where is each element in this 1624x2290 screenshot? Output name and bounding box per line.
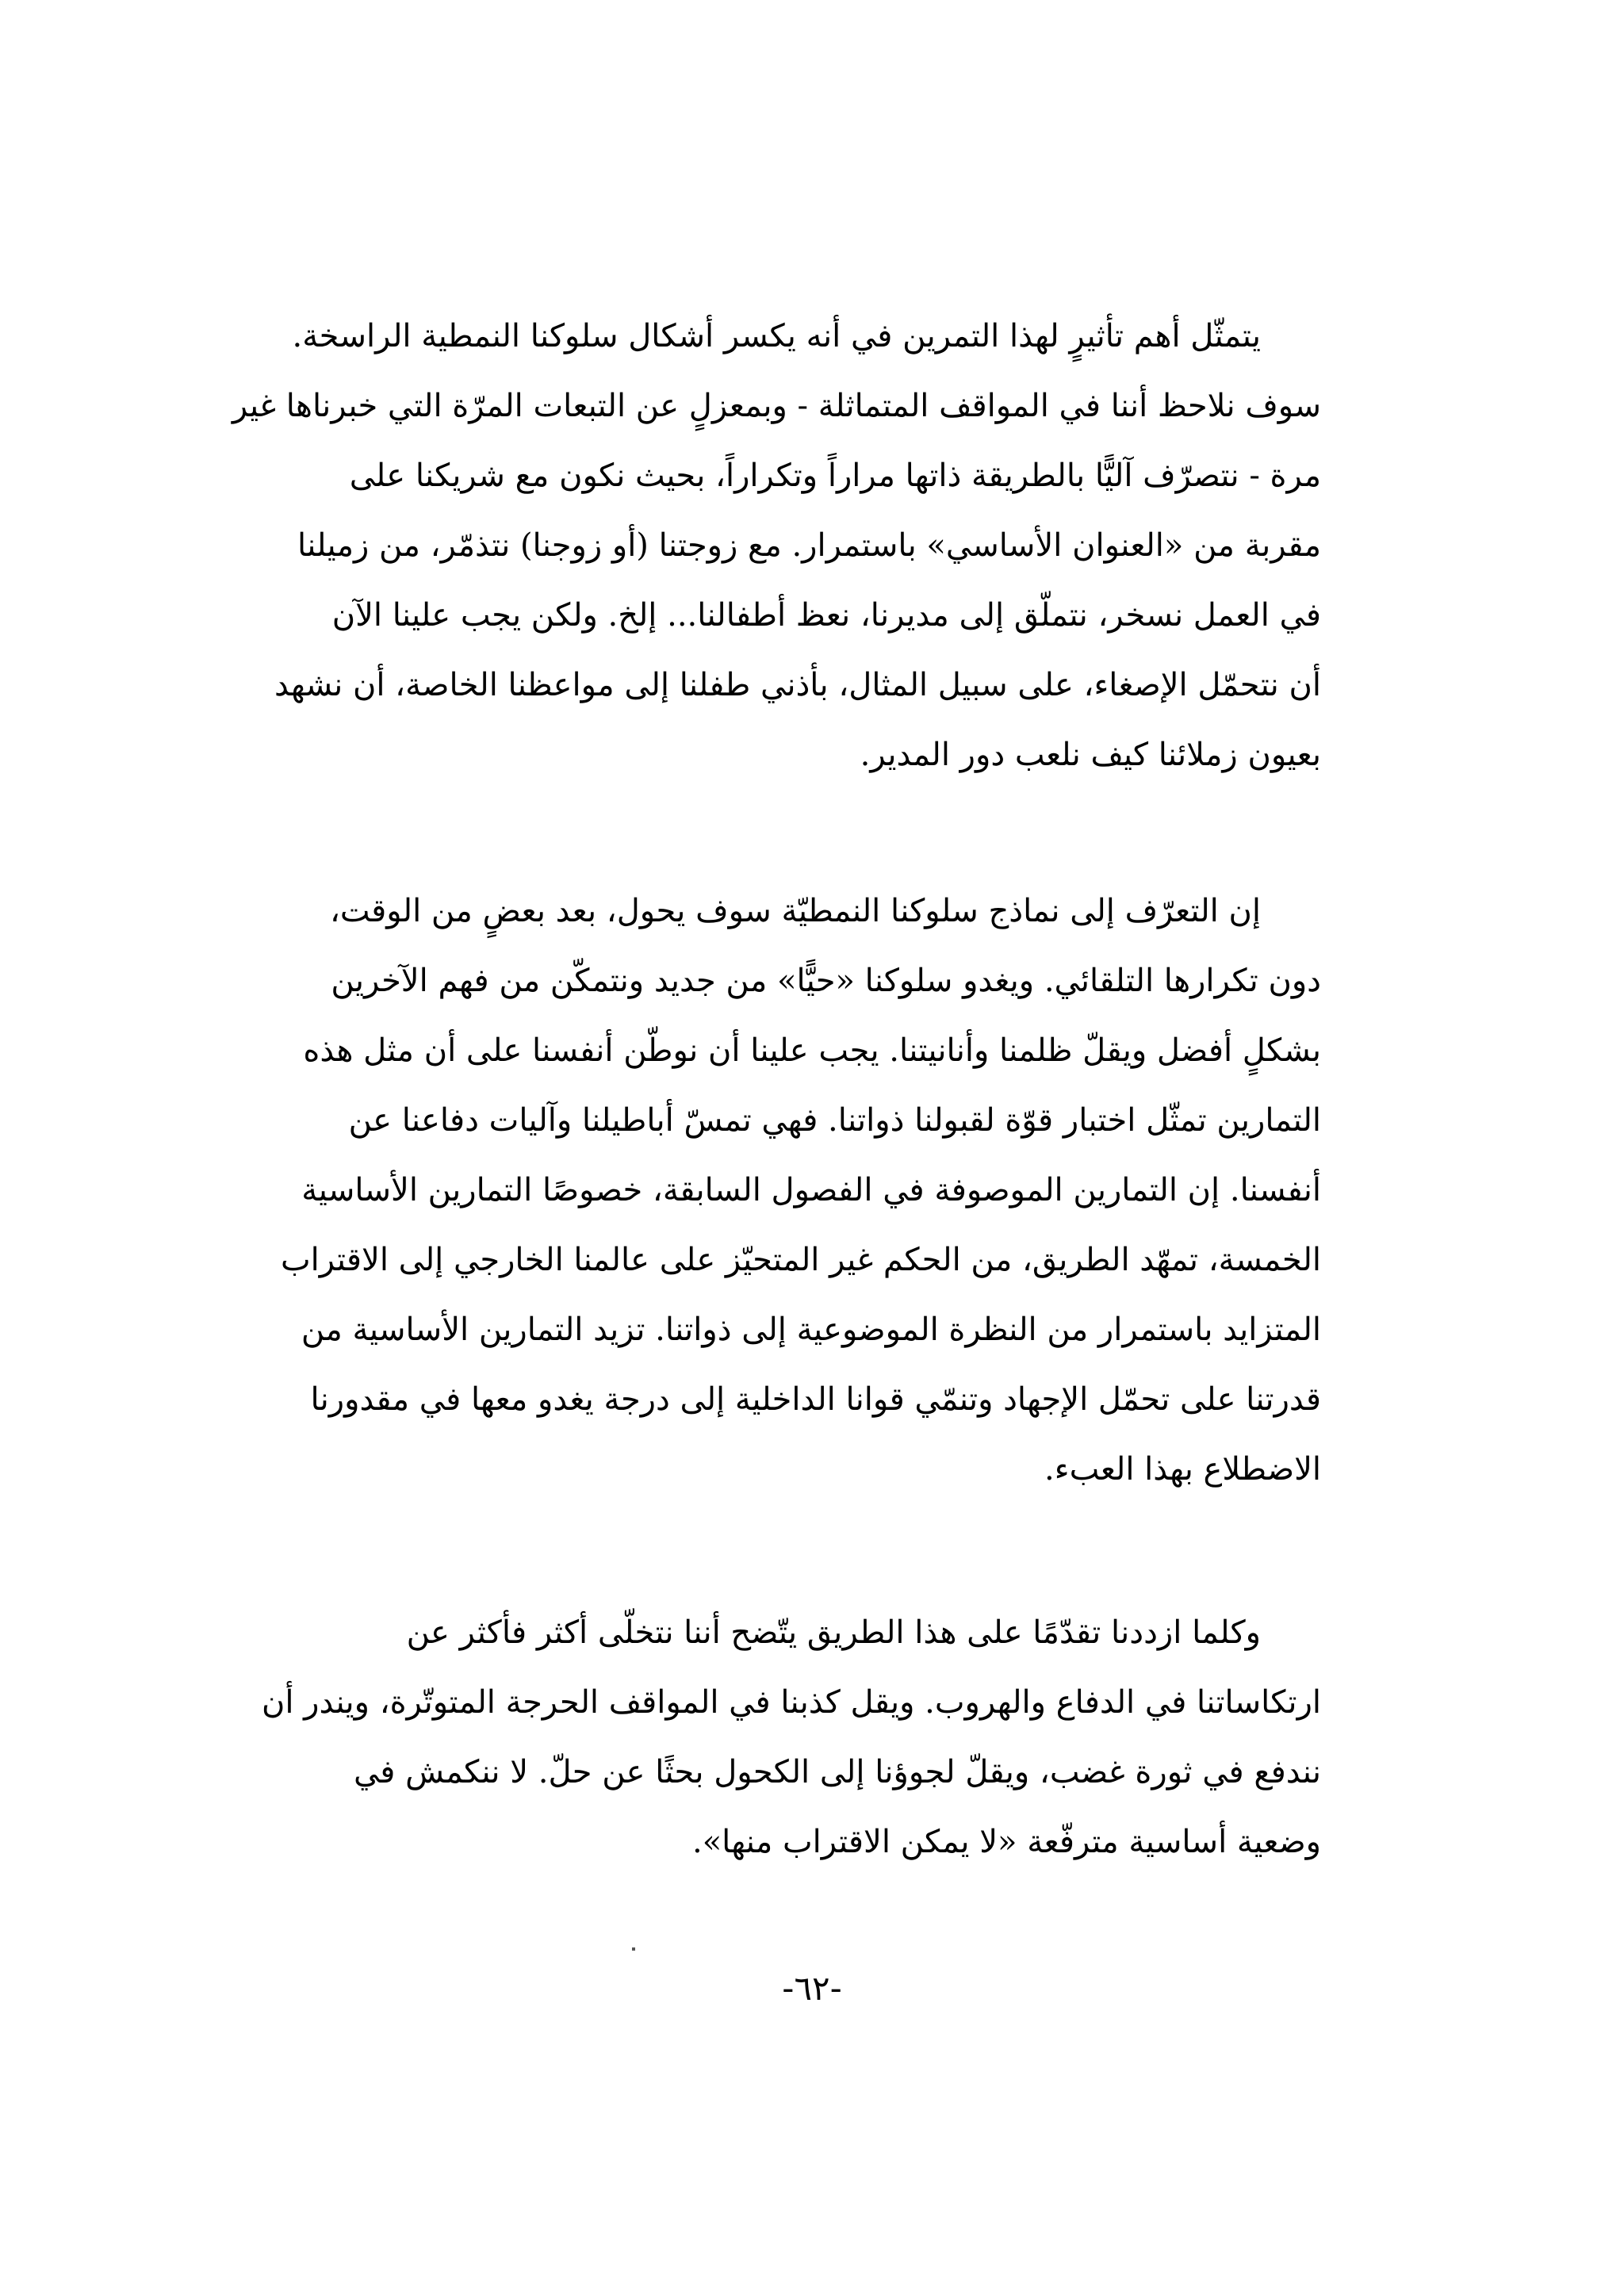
paragraph-line: وضعية أساسية مترفّعة «لا يمكن الاقتراب منها».	[691, 1824, 1321, 1860]
paragraph-line: بشكلٍ أفضل ويقلّ ظلمنا وأنانيتنا. يجب علينا أن نوطّن أنفسنا على أن مثل هذه	[303, 1032, 1321, 1069]
paragraph-line: يتمثّل أهم تأثيرٍ لهذا التمرين في أنه يكسر أشكال سلوكنا النمطية الراسخة.	[292, 318, 1261, 354]
paragraph-line: المتزايد باستمرار من النظرة الموضوعية إلى ذواتنا. تزيد التمارين الأساسية من	[301, 1312, 1321, 1348]
paragraph-line: في العمل نسخر، نتملّق إلى مديرنا، نعظ أطفالنا... إلخ. ولكن يجب علينا الآن	[331, 597, 1321, 634]
paragraph-line: نندفع في ثورة غضب، ويقلّ لجوؤنا إلى الكحول بحثًا عن حلّ. لا ننكمش في	[353, 1754, 1321, 1790]
page-number: -٦٢-	[782, 1969, 842, 2008]
paragraph-line: دون تكرارها التلقائي. ويغدو سلوكنا «حيًّا» من جديد ونتمكّن من فهم الآخرين	[331, 963, 1321, 999]
paragraph-line: سوف نلاحظ أننا في المواقف المتماثلة - وبمعزلٍ عن التبعات المرّة التي خبرناها غير	[232, 388, 1321, 424]
paragraph-line: ارتكاساتنا في الدفاع والهروب. ويقل كذبنا في المواقف الحرجة المتوتّرة، ويندر أن	[261, 1684, 1321, 1721]
paragraph-line: الخمسة، تمهّد الطريق، من الحكم غير المتحيّز على عالمنا الخارجي إلى الاقتراب	[280, 1242, 1321, 1278]
paragraph-line: وكلما ازددنا تقدّمًا على هذا الطريق يتّضح أننا نتخلّى أكثر فأكثر عن	[406, 1614, 1261, 1651]
paragraph-line: أن نتحمّل الإصغاء، على سبيل المثال، بأذني طفلنا إلى مواعظنا الخاصة، أن نشهد	[274, 667, 1321, 703]
paragraph-2	[252, 876, 1321, 1504]
paragraph-line: مرة - نتصرّف آليًّا بالطريقة ذاتها مراراً وتكراراً، بحيث نكون مع شريكنا على	[349, 458, 1321, 494]
paragraph-line: قدرتنا على تحمّل الإجهاد وتنمّي قوانا الداخلية إلى درجة يغدو معها في مقدورنا	[310, 1381, 1321, 1418]
paragraph-1	[232, 301, 1321, 790]
paragraph-line: إن التعرّف إلى نماذج سلوكنا النمطيّة سوف يحول، بعد بعضٍ من الوقت،	[329, 893, 1261, 929]
scan-speck	[632, 1947, 635, 1951]
paragraph-3	[252, 1598, 1321, 1877]
paragraph-line: بعيون زملائنا كيف نلعب دور المدير.	[860, 737, 1321, 773]
paragraph-line: مقربة من «العنوان الأساسي» باستمرار. مع زوجتنا (أو زوجنا) نتذمّر، من زميلنا	[297, 527, 1321, 564]
paragraph-line: الاضطلاع بهذا العبء.	[1044, 1451, 1321, 1488]
paragraph-line: التمارين تمثّل اختبار قوّة لقبولنا ذواتنا. فهي تمسّ أباطيلنا وآليات دفاعنا عن	[348, 1102, 1321, 1139]
paragraph-line: أنفسنا. إن التمارين الموصوفة في الفصول السابقة، خصوصًا التمارين الأساسية	[301, 1172, 1321, 1208]
